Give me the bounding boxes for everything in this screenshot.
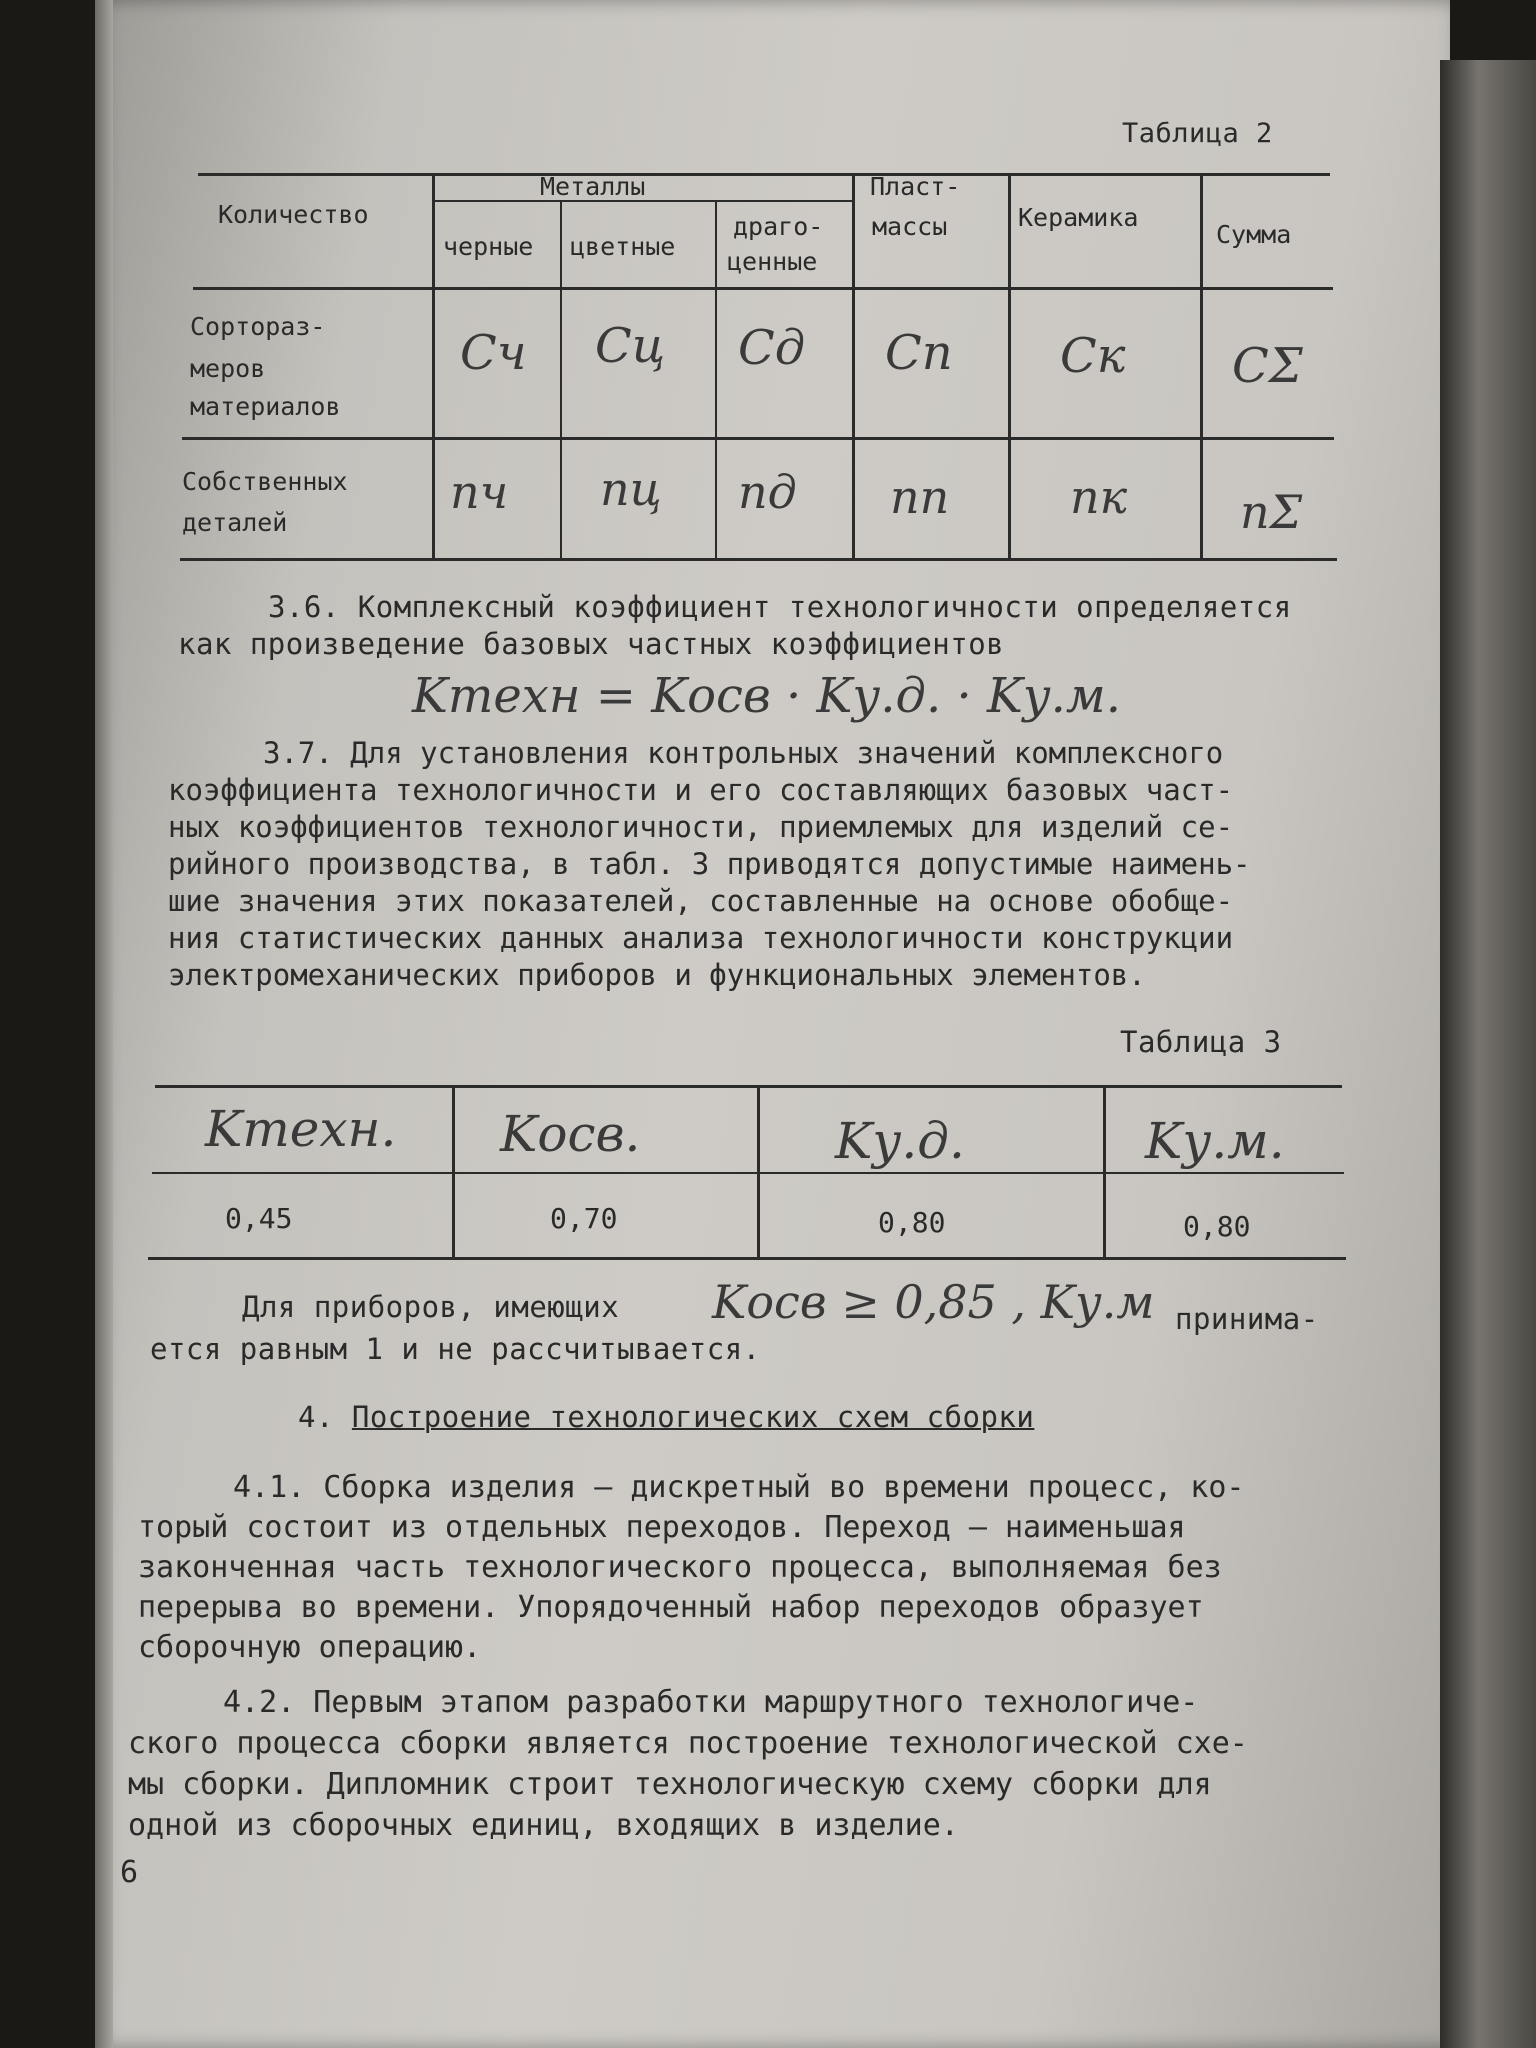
table3-header-k-um: Kу.м. bbox=[1145, 1112, 1285, 1170]
table2-cell-c-plastics: Cп bbox=[885, 325, 953, 381]
note-line-1-end: принима- bbox=[1175, 1302, 1319, 1336]
section-3-7-line: рийного производства, в табл. 3 приводятся допустимые наимень- bbox=[168, 847, 1251, 881]
section-3-6-line-1: 3.6. Комплексный коэффициент технологичности определяется bbox=[268, 590, 1292, 624]
note-line-2: ется равным 1 и не рассчитывается. bbox=[150, 1332, 761, 1366]
section-3-7-line: шие значения этих показателей, составленные на основе обобще- bbox=[168, 884, 1234, 918]
table2-caption: Таблица 2 bbox=[1122, 118, 1273, 149]
table2-cell-n-color: nц bbox=[600, 462, 662, 516]
page-spine bbox=[95, 0, 113, 2048]
note-handwritten-condition: Kосв ≥ 0,85 , Kу.м bbox=[712, 1275, 1155, 1329]
table2-header-quantity: Количество bbox=[218, 200, 369, 229]
table3-header-bottom bbox=[152, 1172, 1344, 1174]
page-number: 6 bbox=[120, 1855, 139, 1890]
table2-header-sum: Сумма bbox=[1216, 220, 1292, 249]
table2-header-plastics-1: Пласт- bbox=[870, 172, 961, 201]
section-4-1-line: сборочную операцию. bbox=[138, 1630, 482, 1665]
section-4-heading bbox=[298, 1400, 1034, 1434]
table3-header-k-ud: Kу.д. bbox=[835, 1112, 965, 1170]
section-4-2-line: 4.2. Первым этапом разработки маршрутного технологиче- bbox=[223, 1685, 1199, 1720]
table2-cell-c-color: Cц bbox=[595, 318, 666, 374]
note-line-1-start: Для приборов, имеющих bbox=[242, 1290, 620, 1324]
table3-bottom-border bbox=[148, 1257, 1346, 1260]
table2-header-bottom bbox=[193, 287, 1333, 290]
table3-value-k-tekhn: 0,45 bbox=[225, 1202, 293, 1235]
table2-cell-n-black: nч bbox=[450, 465, 509, 519]
table2-header-black: черные bbox=[443, 232, 534, 261]
table3-vline-1 bbox=[452, 1086, 455, 1258]
table2-cell-n-plastics: nп bbox=[890, 470, 950, 524]
table2-bottom-border bbox=[180, 558, 1337, 561]
table2-cell-c-ceramics: Cк bbox=[1060, 328, 1126, 384]
table2-vline-5 bbox=[1008, 173, 1011, 558]
section-4-1-line: торый состоит из отдельных переходов. Переход – наименьшая bbox=[138, 1510, 1186, 1545]
section-4-2-line: ского процесса сборки является построение технологической схе- bbox=[128, 1726, 1248, 1761]
section-3-7-paragraph bbox=[168, 735, 1251, 994]
section-4-1-line: законченная часть технологического процесса, выполняемая без bbox=[138, 1550, 1222, 1585]
table2-header-precious-2: ценные bbox=[727, 247, 818, 276]
table3-vline-3 bbox=[1103, 1088, 1106, 1260]
section-3-7-line: 3.7. Для установления контрольных значений комплексного bbox=[263, 736, 1224, 770]
section-4-1-line: перерыва во времени. Упорядоченный набор переходов образует bbox=[138, 1590, 1204, 1625]
section-4-2-line: одной из сборочных единиц, входящих в изделие. bbox=[128, 1808, 959, 1843]
table2-cell-c-black: Cч bbox=[460, 325, 527, 381]
section-3-7-line: ных коэффициентов технологичности, приемлемых для изделий се- bbox=[168, 810, 1234, 844]
table2-header-precious-1: драго- bbox=[733, 212, 824, 241]
table2-row1-label-1: Сортораз- bbox=[190, 312, 326, 341]
table3-top-border bbox=[155, 1085, 1342, 1088]
table2-vline-6 bbox=[1200, 173, 1203, 558]
section-3-7-line: ния статистических данных анализа технологичности конструкции bbox=[168, 921, 1234, 955]
table2-cell-c-precious: Cд bbox=[738, 320, 806, 376]
table2-row2-label-2: деталей bbox=[182, 508, 288, 537]
table2-vline-2 bbox=[560, 200, 562, 558]
table3-value-k-osv: 0,70 bbox=[550, 1202, 618, 1235]
table2-cell-c-sum: CΣ bbox=[1232, 338, 1303, 394]
section-4-1-line: 4.1. Сборка изделия – дискретный во времени процесс, ко- bbox=[233, 1470, 1245, 1505]
table2-cell-n-precious: nд bbox=[738, 465, 797, 519]
next-page-edge bbox=[1440, 60, 1536, 2048]
formula-complex-coefficient: Kтехн = Kосв · Kу.д. · Kу.м. bbox=[412, 668, 1121, 724]
table3-header-k-tekhn: Kтехн. bbox=[205, 1100, 397, 1158]
table3-vline-2 bbox=[757, 1087, 760, 1259]
section-4-2-paragraph bbox=[128, 1682, 1248, 1846]
section-4-number: 4. bbox=[298, 1400, 334, 1434]
table2-vline-4 bbox=[852, 173, 855, 558]
section-3-7-line: коэффициента технологичности и его составляющих базовых част- bbox=[168, 773, 1234, 807]
table2-row1-label-2: меров bbox=[190, 354, 266, 383]
table2-row1-bottom bbox=[182, 437, 1334, 440]
table2-cell-n-sum: nΣ bbox=[1240, 485, 1303, 539]
section-4-2-line: мы сборки. Дипломник строит технологическую схему сборки для bbox=[128, 1767, 1212, 1802]
table2-vline-3 bbox=[715, 200, 717, 558]
table2-cell-n-ceramics: nк bbox=[1070, 470, 1128, 524]
table3-value-k-ud: 0,80 bbox=[878, 1206, 946, 1239]
table3-caption: Таблица 3 bbox=[1120, 1025, 1282, 1059]
table2-header-plastics-2: массы bbox=[872, 212, 948, 241]
table2-header-color: цветные bbox=[570, 232, 676, 261]
section-4-title: Построение технологических схем сборки bbox=[351, 1400, 1035, 1434]
section-3-7-line: электромеханических приборов и функциональных элементов. bbox=[168, 958, 1146, 992]
table2-vline-1 bbox=[432, 173, 435, 558]
table2-top-border bbox=[198, 173, 1330, 176]
section-4-1-paragraph bbox=[138, 1468, 1244, 1668]
section-3-6-line-2: как произведение базовых частных коэффициентов bbox=[178, 627, 1005, 661]
table2-row1-label-3: материалов bbox=[190, 392, 341, 421]
table2-header-ceramics: Керамика bbox=[1018, 203, 1139, 232]
table2-header-metals: Металлы bbox=[540, 172, 646, 201]
table2-row2-label-1: Собственных bbox=[182, 467, 348, 496]
table3-header-k-osv: Kосв. bbox=[500, 1105, 641, 1163]
table3-value-k-um: 0,80 bbox=[1183, 1210, 1251, 1243]
